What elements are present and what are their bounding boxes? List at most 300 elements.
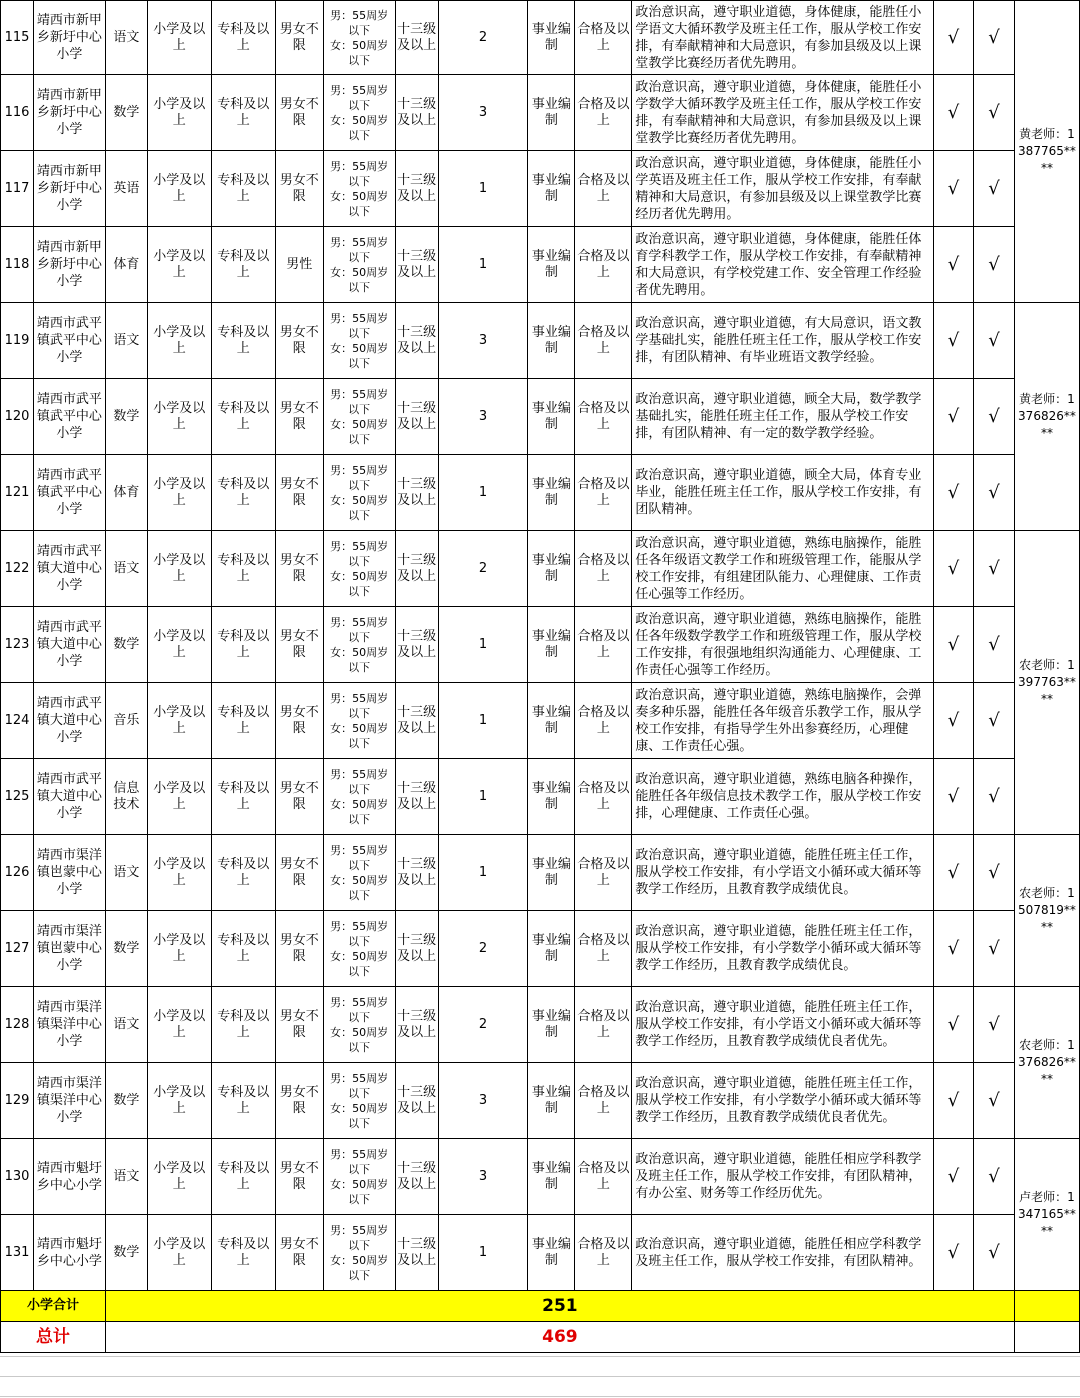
- age-requirement: [323, 151, 395, 227]
- row-number: 120: [1, 379, 34, 455]
- rank-requirement: 十三级及以上: [395, 455, 438, 531]
- subject: 体育: [105, 455, 147, 531]
- position-count: 1: [438, 683, 528, 759]
- degree-requirement: 专科及以上: [211, 1139, 275, 1215]
- subject: 数学: [105, 1215, 147, 1291]
- job-requirements: 政治意识高，遵守职业道德，身体健康，能胜任小学英语及班主任工作，服从学校工作安排，有奉献精神和大局意识，有参加县级及以上课堂教学比赛经历者优先聘用。: [632, 151, 934, 227]
- staffing-type: 事业编制: [528, 1063, 575, 1139]
- education-requirement: 小学及以上: [147, 303, 211, 379]
- age-requirement: [323, 835, 395, 911]
- age-male: 男：55周岁以下: [330, 919, 389, 948]
- job-requirements: 政治意识高，遵守职业道德，能胜任班主任工作，服从学校工作安排，有小学数学小循环或大循环等教学工作经历，且教育教学成绩优良。: [632, 911, 934, 987]
- position-count: 2: [438, 1, 528, 75]
- staffing-type: 事业编制: [528, 227, 575, 303]
- degree-requirement: 专科及以上: [211, 1, 275, 75]
- gender-requirement: 男女不限: [275, 987, 323, 1063]
- age-female: 女：50周岁以下: [330, 341, 389, 370]
- assessment-grade: 合格及以上: [575, 607, 632, 683]
- age-male: 男：55周岁以下: [330, 615, 389, 644]
- gender-requirement: 男女不限: [275, 531, 323, 607]
- row-number: 125: [1, 759, 34, 835]
- age-requirement: [323, 911, 395, 987]
- degree-requirement: 专科及以上: [211, 683, 275, 759]
- table-row: [1, 151, 1080, 227]
- age-male: 男：55周岁以下: [330, 995, 389, 1024]
- row-number: 127: [1, 911, 34, 987]
- job-requirements: 政治意识高，遵守职业道德，身体健康，能胜任小学数学大循环教学及班主任工作，服从学校工作安排，有奉献精神和大局意识，有参加县级及以上课堂教学比赛经历者优先聘用。: [632, 75, 934, 151]
- age-female: 女：50周岁以下: [330, 1177, 389, 1206]
- age-requirement: [323, 759, 395, 835]
- age-male: 男：55周岁以下: [330, 387, 389, 416]
- age-male: 男：55周岁以下: [330, 767, 389, 796]
- education-requirement: 小学及以上: [147, 759, 211, 835]
- education-requirement: 小学及以上: [147, 151, 211, 227]
- age-female: 女：50周岁以下: [330, 949, 389, 978]
- gender-requirement: 男女不限: [275, 1063, 323, 1139]
- assessment-grade: 合格及以上: [575, 151, 632, 227]
- rank-requirement: 十三级及以上: [395, 759, 438, 835]
- age-requirement: [323, 379, 395, 455]
- subject: 体育: [105, 227, 147, 303]
- empty-grid-rows: [0, 1356, 1080, 1398]
- education-requirement: 小学及以上: [147, 987, 211, 1063]
- row-number: 123: [1, 607, 34, 683]
- staffing-type: 事业编制: [528, 303, 575, 379]
- table-row: [1, 1063, 1080, 1139]
- contact-person: 黄老师：1387765****: [1014, 1, 1079, 303]
- age-male: 男：55周岁以下: [330, 463, 389, 492]
- check-mark: √: [973, 227, 1014, 303]
- check-mark: √: [934, 759, 974, 835]
- age-requirement: [323, 987, 395, 1063]
- check-mark: √: [934, 683, 974, 759]
- table-row: [1, 987, 1080, 1063]
- check-mark: √: [973, 759, 1014, 835]
- degree-requirement: 专科及以上: [211, 303, 275, 379]
- school-name: 靖西市武平镇大道中心小学: [33, 683, 105, 759]
- position-count: 2: [438, 911, 528, 987]
- age-male: 男：55周岁以下: [330, 235, 389, 264]
- school-name: 靖西市新甲乡新圩中心小学: [33, 227, 105, 303]
- row-number: 124: [1, 683, 34, 759]
- age-requirement: [323, 1, 395, 75]
- assessment-grade: 合格及以上: [575, 227, 632, 303]
- grand-total-value: 469: [105, 1322, 1014, 1353]
- position-count: 2: [438, 531, 528, 607]
- row-number: 121: [1, 455, 34, 531]
- rank-requirement: 十三级及以上: [395, 75, 438, 151]
- job-requirements: 政治意识高，遵守职业道德，身体健康，能胜任小学语文大循环教学及班主任工作，服从学校工作安排，有奉献精神和大局意识，有参加县级及以上课堂教学比赛经历者优先聘用。: [632, 1, 934, 75]
- position-count: 1: [438, 455, 528, 531]
- education-requirement: 小学及以上: [147, 683, 211, 759]
- position-count: 1: [438, 759, 528, 835]
- rank-requirement: 十三级及以上: [395, 1, 438, 75]
- assessment-grade: 合格及以上: [575, 531, 632, 607]
- degree-requirement: 专科及以上: [211, 531, 275, 607]
- rank-requirement: 十三级及以上: [395, 303, 438, 379]
- position-count: 3: [438, 1063, 528, 1139]
- check-mark: √: [934, 531, 974, 607]
- age-male: 男：55周岁以下: [330, 1147, 389, 1176]
- age-male: 男：55周岁以下: [330, 159, 389, 188]
- gender-requirement: 男女不限: [275, 303, 323, 379]
- subject: 数学: [105, 75, 147, 151]
- subject: 语文: [105, 835, 147, 911]
- age-female: 女：50周岁以下: [330, 265, 389, 294]
- rank-requirement: 十三级及以上: [395, 1063, 438, 1139]
- row-number: 115: [1, 1, 34, 75]
- table-row: [1, 683, 1080, 759]
- position-count: 3: [438, 303, 528, 379]
- gender-requirement: 男女不限: [275, 1139, 323, 1215]
- education-requirement: 小学及以上: [147, 75, 211, 151]
- row-number: 130: [1, 1139, 34, 1215]
- age-male: 男：55周岁以下: [330, 83, 389, 112]
- table-body: [1, 1, 1080, 1353]
- age-female: 女：50周岁以下: [330, 1253, 389, 1282]
- education-requirement: 小学及以上: [147, 1215, 211, 1291]
- assessment-grade: 合格及以上: [575, 683, 632, 759]
- school-name: 靖西市武平镇大道中心小学: [33, 607, 105, 683]
- job-requirements: 政治意识高，遵守职业道德，身体健康，能胜任体育学科教学工作，服从学校工作安排，有奉献精神和大局意识，有学校党建工作、安全管理工作经验者优先聘用。: [632, 227, 934, 303]
- age-male: 男：55周岁以下: [330, 539, 389, 568]
- age-female: 女：50周岁以下: [330, 1101, 389, 1130]
- check-mark: √: [934, 1215, 974, 1291]
- school-name: 靖西市武平镇武平中心小学: [33, 303, 105, 379]
- contact-person: 黄老师：1376826****: [1014, 303, 1079, 531]
- age-female: 女：50周岁以下: [330, 189, 389, 218]
- check-mark: √: [934, 455, 974, 531]
- age-female: 女：50周岁以下: [330, 797, 389, 826]
- check-mark: √: [973, 379, 1014, 455]
- staffing-type: 事业编制: [528, 151, 575, 227]
- gender-requirement: 男女不限: [275, 683, 323, 759]
- age-female: 女：50周岁以下: [330, 569, 389, 598]
- contact-person: 农老师：1507819****: [1014, 835, 1079, 987]
- position-count: 1: [438, 607, 528, 683]
- position-count: 1: [438, 1215, 528, 1291]
- rank-requirement: 十三级及以上: [395, 379, 438, 455]
- age-male: 男：55周岁以下: [330, 843, 389, 872]
- grand-total-row: [1, 1322, 1080, 1353]
- degree-requirement: 专科及以上: [211, 1063, 275, 1139]
- age-female: 女：50周岁以下: [330, 1025, 389, 1054]
- subject: 语文: [105, 303, 147, 379]
- staffing-type: 事业编制: [528, 1139, 575, 1215]
- position-count: 1: [438, 227, 528, 303]
- gender-requirement: 男女不限: [275, 607, 323, 683]
- position-count: 3: [438, 379, 528, 455]
- check-mark: √: [973, 1, 1014, 75]
- assessment-grade: 合格及以上: [575, 303, 632, 379]
- position-count: 3: [438, 75, 528, 151]
- gender-requirement: 男女不限: [275, 455, 323, 531]
- check-mark: √: [934, 151, 974, 227]
- check-mark: √: [973, 683, 1014, 759]
- age-male: 男：55周岁以下: [330, 691, 389, 720]
- gender-requirement: 男性: [275, 227, 323, 303]
- check-mark: √: [934, 835, 974, 911]
- gender-requirement: 男女不限: [275, 1, 323, 75]
- job-requirements: 政治意识高，遵守职业道德，顾全大局，体育专业毕业，能胜任班主任工作，服从学校工作安排，有团队精神。: [632, 455, 934, 531]
- rank-requirement: 十三级及以上: [395, 151, 438, 227]
- school-name: 靖西市武平镇大道中心小学: [33, 531, 105, 607]
- rank-requirement: 十三级及以上: [395, 987, 438, 1063]
- job-requirements: 政治意识高，遵守职业道德，能胜任相应学科教学及班主任工作，服从学校工作安排，有团队精神，有办公室、财务等工作经历优先。: [632, 1139, 934, 1215]
- age-female: 女：50周岁以下: [330, 721, 389, 750]
- staffing-type: 事业编制: [528, 987, 575, 1063]
- check-mark: √: [934, 987, 974, 1063]
- assessment-grade: 合格及以上: [575, 379, 632, 455]
- row-number: 129: [1, 1063, 34, 1139]
- staffing-type: 事业编制: [528, 911, 575, 987]
- position-count: 3: [438, 1139, 528, 1215]
- table-row: [1, 455, 1080, 531]
- job-requirements: 政治意识高，遵守职业道德，能胜任班主任工作，服从学校工作安排，有小学数学小循环或大循环等教学工作经历，且教育教学成绩优良者优先。: [632, 1063, 934, 1139]
- assessment-grade: 合格及以上: [575, 1063, 632, 1139]
- row-number: 119: [1, 303, 34, 379]
- table-row: [1, 1, 1080, 75]
- contact-person: 农老师：1397763****: [1014, 531, 1079, 835]
- row-number: 126: [1, 835, 34, 911]
- education-requirement: 小学及以上: [147, 379, 211, 455]
- rank-requirement: 十三级及以上: [395, 531, 438, 607]
- age-requirement: [323, 1139, 395, 1215]
- school-name: 靖西市渠洋镇岜蒙中心小学: [33, 911, 105, 987]
- age-female: 女：50周岁以下: [330, 645, 389, 674]
- check-mark: √: [973, 911, 1014, 987]
- age-female: 女：50周岁以下: [330, 493, 389, 522]
- job-requirements: 政治意识高，遵守职业道德，能胜任相应学科教学及班主任工作，服从学校工作安排，有团队精神。: [632, 1215, 934, 1291]
- degree-requirement: 专科及以上: [211, 455, 275, 531]
- school-name: 靖西市新甲乡新圩中心小学: [33, 75, 105, 151]
- gender-requirement: 男女不限: [275, 911, 323, 987]
- rank-requirement: 十三级及以上: [395, 911, 438, 987]
- check-mark: √: [934, 1, 974, 75]
- check-mark: √: [973, 531, 1014, 607]
- school-name: 靖西市渠洋镇渠洋中心小学: [33, 987, 105, 1063]
- school-name: 靖西市武平镇武平中心小学: [33, 455, 105, 531]
- subject: 音乐: [105, 683, 147, 759]
- assessment-grade: 合格及以上: [575, 1215, 632, 1291]
- row-number: 117: [1, 151, 34, 227]
- age-requirement: [323, 227, 395, 303]
- job-requirements: 政治意识高，遵守职业道德，熟练电脑各种操作，能胜任各年级信息技术教学工作，服从学校工作安排，心理健康、工作责任心强。: [632, 759, 934, 835]
- age-requirement: [323, 303, 395, 379]
- job-requirements: 政治意识高，遵守职业道德，熟练电脑操作，能胜任各年级数学教学工作和班级管理工作，服从学校工作安排，有很强地组织沟通能力、心理健康、工作责任心强等工作经历。: [632, 607, 934, 683]
- subject: 数学: [105, 1063, 147, 1139]
- subject: 数学: [105, 607, 147, 683]
- check-mark: √: [973, 987, 1014, 1063]
- staffing-type: 事业编制: [528, 531, 575, 607]
- table-row: [1, 303, 1080, 379]
- school-name: 靖西市武平镇大道中心小学: [33, 759, 105, 835]
- age-female: 女：50周岁以下: [330, 113, 389, 142]
- check-mark: √: [934, 303, 974, 379]
- education-requirement: 小学及以上: [147, 227, 211, 303]
- check-mark: √: [973, 151, 1014, 227]
- degree-requirement: 专科及以上: [211, 607, 275, 683]
- check-mark: √: [934, 1139, 974, 1215]
- primary-total-value: 251: [105, 1291, 1014, 1322]
- check-mark: √: [934, 75, 974, 151]
- age-female: 女：50周岁以下: [330, 38, 389, 67]
- assessment-grade: 合格及以上: [575, 987, 632, 1063]
- job-requirements: 政治意识高，遵守职业道德，能胜任班主任工作，服从学校工作安排，有小学语文小循环或大循环等教学工作经历，且教育教学成绩优良者优先。: [632, 987, 934, 1063]
- check-mark: √: [973, 835, 1014, 911]
- row-number: 118: [1, 227, 34, 303]
- degree-requirement: 专科及以上: [211, 75, 275, 151]
- education-requirement: 小学及以上: [147, 835, 211, 911]
- primary-total-label: 小学合计: [1, 1291, 106, 1322]
- primary-total-empty-cell: [1014, 1291, 1079, 1322]
- staffing-type: 事业编制: [528, 455, 575, 531]
- assessment-grade: 合格及以上: [575, 759, 632, 835]
- staffing-type: 事业编制: [528, 1, 575, 75]
- education-requirement: 小学及以上: [147, 1139, 211, 1215]
- education-requirement: 小学及以上: [147, 531, 211, 607]
- age-requirement: [323, 683, 395, 759]
- table-row: [1, 379, 1080, 455]
- check-mark: √: [934, 911, 974, 987]
- table-row: [1, 75, 1080, 151]
- school-name: 靖西市武平镇武平中心小学: [33, 379, 105, 455]
- rank-requirement: 十三级及以上: [395, 1139, 438, 1215]
- degree-requirement: 专科及以上: [211, 987, 275, 1063]
- education-requirement: 小学及以上: [147, 607, 211, 683]
- contact-person: 卢老师：1347165****: [1014, 1139, 1079, 1291]
- contact-person: 农老师：1376826****: [1014, 987, 1079, 1139]
- check-mark: √: [934, 1063, 974, 1139]
- education-requirement: 小学及以上: [147, 1063, 211, 1139]
- education-requirement: 小学及以上: [147, 455, 211, 531]
- education-requirement: 小学及以上: [147, 911, 211, 987]
- check-mark: √: [973, 75, 1014, 151]
- subject: 语文: [105, 1139, 147, 1215]
- table-row: [1, 1139, 1080, 1215]
- subject: 数学: [105, 379, 147, 455]
- assessment-grade: 合格及以上: [575, 1139, 632, 1215]
- table-row: [1, 607, 1080, 683]
- table-row: [1, 1215, 1080, 1291]
- table-row: [1, 835, 1080, 911]
- check-mark: √: [934, 607, 974, 683]
- job-requirements: 政治意识高，遵守职业道德，熟练电脑操作，能胜任各年级语文教学工作和班级管理工作，能服从学校工作安排，有组建团队能力、心理健康、工作责任心强等工作经历。: [632, 531, 934, 607]
- age-requirement: [323, 531, 395, 607]
- education-requirement: 小学及以上: [147, 1, 211, 75]
- rank-requirement: 十三级及以上: [395, 1215, 438, 1291]
- rank-requirement: 十三级及以上: [395, 227, 438, 303]
- row-number: 128: [1, 987, 34, 1063]
- staffing-type: 事业编制: [528, 683, 575, 759]
- assessment-grade: 合格及以上: [575, 75, 632, 151]
- row-number: 131: [1, 1215, 34, 1291]
- age-male: 男：55周岁以下: [330, 8, 389, 37]
- school-name: 靖西市魁圩乡中心小学: [33, 1139, 105, 1215]
- age-male: 男：55周岁以下: [330, 1223, 389, 1252]
- degree-requirement: 专科及以上: [211, 911, 275, 987]
- school-name: 靖西市渠洋镇岜蒙中心小学: [33, 835, 105, 911]
- position-count: 1: [438, 151, 528, 227]
- position-count: 1: [438, 835, 528, 911]
- job-requirements: 政治意识高，遵守职业道德，能胜任班主任工作，服从学校工作安排，有小学语文小循环或大循环等教学工作经历，且教育教学成绩优良。: [632, 835, 934, 911]
- age-female: 女：50周岁以下: [330, 873, 389, 902]
- rank-requirement: 十三级及以上: [395, 683, 438, 759]
- degree-requirement: 专科及以上: [211, 1215, 275, 1291]
- table-row: [1, 911, 1080, 987]
- job-requirements: 政治意识高，遵守职业道德，顾全大局，数学教学基础扎实，能胜任班主任工作，服从学校工作安排，有团队精神、有一定的数学教学经验。: [632, 379, 934, 455]
- degree-requirement: 专科及以上: [211, 227, 275, 303]
- table-row: [1, 227, 1080, 303]
- check-mark: √: [934, 227, 974, 303]
- age-requirement: [323, 1215, 395, 1291]
- degree-requirement: 专科及以上: [211, 379, 275, 455]
- grand-total-label: 总计: [1, 1322, 106, 1353]
- job-requirements: 政治意识高，遵守职业道德，熟练电脑操作，会弹奏多种乐器，能胜任各年级音乐教学工作，服从学校工作安排，有指导学生外出参赛经历，心理健康、工作责任心强。: [632, 683, 934, 759]
- gender-requirement: 男女不限: [275, 759, 323, 835]
- staffing-type: 事业编制: [528, 759, 575, 835]
- position-count: 2: [438, 987, 528, 1063]
- assessment-grade: 合格及以上: [575, 455, 632, 531]
- age-male: 男：55周岁以下: [330, 1071, 389, 1100]
- row-number: 122: [1, 531, 34, 607]
- rank-requirement: 十三级及以上: [395, 835, 438, 911]
- gender-requirement: 男女不限: [275, 379, 323, 455]
- age-requirement: [323, 455, 395, 531]
- subject: 语文: [105, 1, 147, 75]
- check-mark: √: [973, 607, 1014, 683]
- job-requirements: 政治意识高，遵守职业道德，有大局意识，语文教学基础扎实，能胜任班主任工作，服从学校工作安排，有团队精神、有毕业班语文教学经验。: [632, 303, 934, 379]
- school-name: 靖西市新甲乡新圩中心小学: [33, 151, 105, 227]
- age-male: 男：55周岁以下: [330, 311, 389, 340]
- assessment-grade: 合格及以上: [575, 1, 632, 75]
- primary-total-row: [1, 1291, 1080, 1322]
- table-row: [1, 531, 1080, 607]
- check-mark: √: [934, 379, 974, 455]
- age-requirement: [323, 75, 395, 151]
- assessment-grade: 合格及以上: [575, 835, 632, 911]
- subject: 语文: [105, 987, 147, 1063]
- subject: 信息技术: [105, 759, 147, 835]
- staffing-type: 事业编制: [528, 835, 575, 911]
- school-name: 靖西市新甲乡新圩中心小学: [33, 1, 105, 75]
- grand-total-empty-cell: [1014, 1322, 1079, 1353]
- gender-requirement: 男女不限: [275, 75, 323, 151]
- check-mark: √: [973, 1063, 1014, 1139]
- school-name: 靖西市魁圩乡中心小学: [33, 1215, 105, 1291]
- degree-requirement: 专科及以上: [211, 759, 275, 835]
- gender-requirement: 男女不限: [275, 1215, 323, 1291]
- age-requirement: [323, 607, 395, 683]
- table-row: [1, 759, 1080, 835]
- check-mark: √: [973, 455, 1014, 531]
- gender-requirement: 男女不限: [275, 835, 323, 911]
- check-mark: √: [973, 1139, 1014, 1215]
- degree-requirement: 专科及以上: [211, 835, 275, 911]
- staffing-type: 事业编制: [528, 607, 575, 683]
- check-mark: √: [973, 303, 1014, 379]
- degree-requirement: 专科及以上: [211, 151, 275, 227]
- age-requirement: [323, 1063, 395, 1139]
- rank-requirement: 十三级及以上: [395, 607, 438, 683]
- staffing-type: 事业编制: [528, 1215, 575, 1291]
- staffing-type: 事业编制: [528, 379, 575, 455]
- assessment-grade: 合格及以上: [575, 911, 632, 987]
- school-name: 靖西市渠洋镇渠洋中心小学: [33, 1063, 105, 1139]
- check-mark: √: [973, 1215, 1014, 1291]
- age-female: 女：50周岁以下: [330, 417, 389, 446]
- subject: 数学: [105, 911, 147, 987]
